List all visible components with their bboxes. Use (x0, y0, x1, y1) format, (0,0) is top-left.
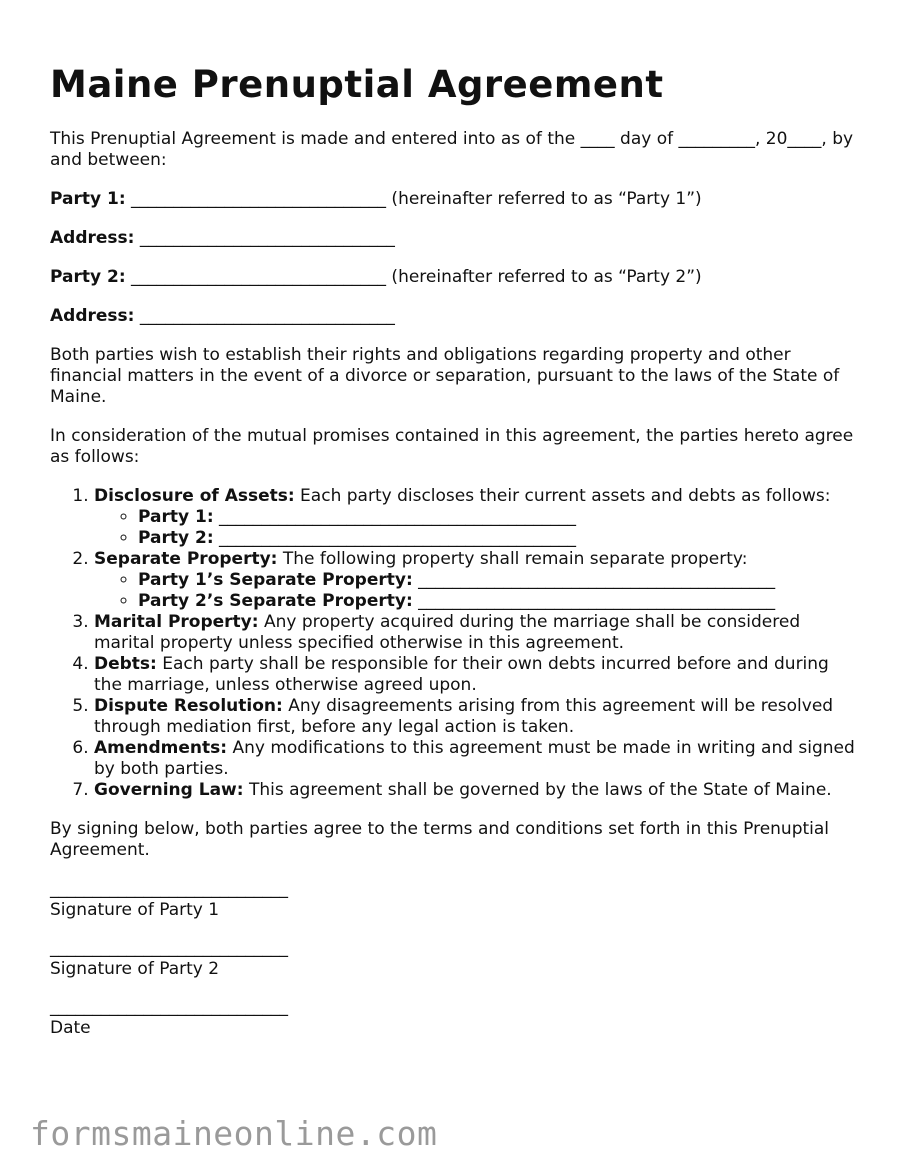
term-label: Amendments: (94, 738, 228, 758)
consideration-paragraph: In consideration of the mutual promises contained in this agreement, the parties hereto agree as follows: (50, 426, 854, 467)
term-label: Separate Property: (94, 549, 278, 569)
term-text: Any modifications to this agreement must be made in writing and signed by both parties. (94, 738, 855, 779)
terms-list (50, 486, 860, 801)
party1-field (50, 189, 860, 210)
site-watermark: formsmaineonline.com (30, 1114, 438, 1153)
term-item (94, 486, 860, 549)
term-text: Each party discloses their current assets and debts as follows: (294, 486, 831, 506)
signature-line: ____________________________ (50, 997, 288, 1017)
sub-item (138, 591, 860, 612)
sub-item (138, 528, 860, 549)
term-item (94, 654, 860, 696)
signature-date (50, 997, 860, 1039)
term-text: This agreement shall be governed by the laws of the State of Maine. (243, 780, 832, 800)
closing-paragraph: By signing below, both parties agree to the terms and conditions set forth in this Prenuptial Agreement. (50, 819, 830, 860)
signature-party2 (50, 938, 860, 980)
term-text: The following property shall remain separate property: (277, 549, 748, 569)
intro-paragraph: This Prenuptial Agreement is made and entered into as of the ____ day of _________, 20____, by and between: (50, 129, 854, 170)
document-page (50, 62, 860, 1039)
signature-line: ____________________________ (50, 879, 288, 899)
term-item (94, 612, 860, 654)
sub-blank: __________________________________________ (213, 528, 577, 548)
party1-blank: ______________________________ (hereinafter referred to as “Party 1”) (125, 189, 702, 209)
page-title: Maine Prenuptial Agreement (50, 63, 664, 106)
term-item (94, 738, 860, 780)
term-text: Any property acquired during the marriage shall be considered marital property unless specified otherwise in this agreement. (94, 612, 801, 653)
sub-list (94, 507, 860, 549)
term-item (94, 696, 860, 738)
term-label: Disclosure of Assets: (94, 486, 295, 506)
term-label: Governing Law: (94, 780, 244, 800)
signature-label: Signature of Party 1 (50, 900, 220, 920)
sub-blank: __________________________________________ (213, 507, 577, 527)
sub-item (138, 507, 860, 528)
term-text: Each party shall be responsible for their own debts incurred before and during the marriage, unless otherwise agreed upon. (94, 654, 829, 695)
term-label: Marital Property: (94, 612, 259, 632)
sub-label: Party 1: (138, 507, 214, 527)
signature-section (50, 879, 860, 1039)
sub-blank: __________________________________________ (412, 570, 776, 590)
sub-list (94, 570, 860, 612)
address2-field (50, 306, 860, 327)
term-item (94, 549, 860, 612)
address1-blank: ______________________________ (134, 228, 395, 248)
purpose-paragraph: Both parties wish to establish their rights and obligations regarding property and other financial matters in the event of a divorce or separation, pursuant to the laws of the State of Maine. (50, 345, 840, 407)
party1-label: Party 1: (50, 189, 126, 209)
address2-blank: ______________________________ (134, 306, 395, 326)
address2-label: Address: (50, 306, 135, 326)
sub-label: Party 2’s Separate Property: (138, 591, 413, 611)
term-item (94, 780, 860, 801)
party2-field (50, 267, 860, 288)
address1-field (50, 228, 860, 249)
sub-label: Party 2: (138, 528, 214, 548)
term-text: Any disagreements arising from this agreement will be resolved through mediation first, before any legal action is taken. (94, 696, 834, 737)
party2-label: Party 2: (50, 267, 126, 287)
signature-party1 (50, 879, 860, 921)
term-label: Dispute Resolution: (94, 696, 283, 716)
sub-label: Party 1’s Separate Property: (138, 570, 413, 590)
party2-blank: ______________________________ (hereinafter referred to as “Party 2”) (125, 267, 702, 287)
term-label: Debts: (94, 654, 157, 674)
sub-blank: __________________________________________ (412, 591, 776, 611)
signature-label: Date (50, 1018, 91, 1038)
address1-label: Address: (50, 228, 135, 248)
signature-line: ____________________________ (50, 938, 288, 958)
signature-label: Signature of Party 2 (50, 959, 220, 979)
sub-item (138, 570, 860, 591)
